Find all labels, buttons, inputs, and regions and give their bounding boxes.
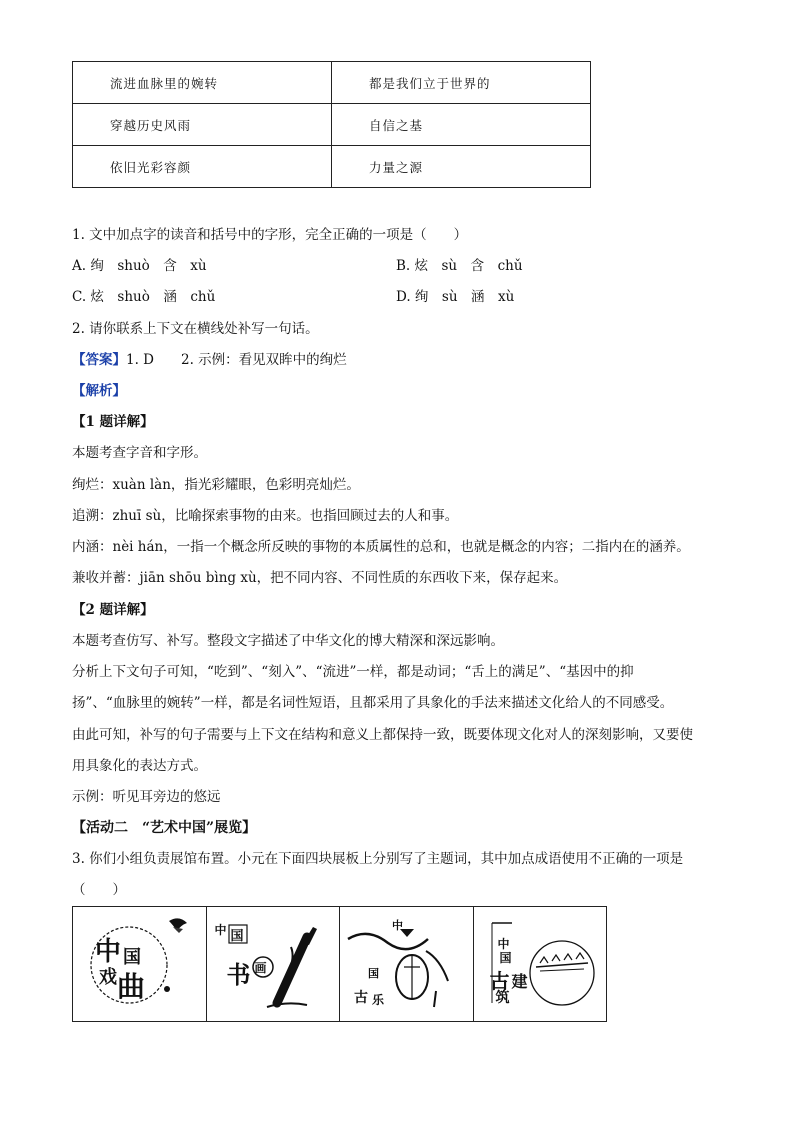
- analysis-paragraph: 由此可知，补写的句子需要与上下文在结构和意义上都保持一致，既要体现文化对人的深刻影响，又要使: [72, 727, 693, 743]
- architecture-illustration: [474, 907, 607, 1021]
- cell-text: 穿越历史风雨: [110, 118, 192, 133]
- panel-char: 国: [230, 929, 244, 944]
- analysis-paragraph: 追溯：zhuī sù，比喻探索事物的由来。也指回顾过去的人和事。: [72, 508, 459, 524]
- analysis-paragraph: 示例：听见耳旁边的悠远: [72, 789, 221, 805]
- exhibit-panel-calligraphy: [207, 907, 341, 1021]
- analysis-paragraph: 分析上下文句子可知，“吃到”、“刻入”、“流进”一样，都是动词；“舌上的满足”、“基因中的抑: [72, 664, 634, 680]
- cell-text: 都是我们立于世界的: [369, 76, 491, 91]
- table-cell: [332, 104, 591, 146]
- panel-char: 筑: [495, 990, 510, 1006]
- answer-tag: 【答案】: [72, 352, 126, 368]
- cell-text: 力量之源: [369, 160, 424, 175]
- panel-char: 中: [95, 937, 122, 967]
- question-1-stem: 1. 文中加点字的读音和括号中的字形，完全正确的一项是（ ）: [72, 227, 468, 243]
- panel-char: 古: [489, 969, 510, 993]
- panel-char: 画: [254, 961, 267, 975]
- panel-char: 中: [392, 919, 403, 932]
- panel-char: 国: [368, 967, 379, 980]
- activity-2-title: 【活动二 “艺术中国”展览】: [72, 820, 257, 836]
- cell-text: 流进血脉里的婉转: [110, 76, 219, 91]
- table-cell: [332, 146, 591, 188]
- panel-char: 戏: [99, 967, 117, 988]
- exhibit-panel-architecture: [474, 907, 607, 1021]
- cell-text: 依旧光彩容颜: [110, 160, 192, 175]
- table-cell: [73, 104, 332, 146]
- poem-table: [72, 61, 591, 188]
- analysis-tag: 【解析】: [72, 383, 126, 399]
- panel-char: 乐: [372, 993, 385, 1007]
- panel-char: 古: [354, 990, 368, 1006]
- table-row: [73, 104, 591, 146]
- table-cell: [73, 62, 332, 104]
- panel-char: 建: [511, 972, 528, 991]
- question-2-stem: 2. 请你联系上下文在横线处补写一句话。: [72, 321, 319, 337]
- option-b: B. 炫 sù 含 chǔ: [396, 258, 523, 274]
- panel-char: 书: [226, 960, 251, 989]
- panel-char: 曲: [117, 970, 146, 1003]
- exhibit-panel-music: [340, 907, 474, 1021]
- exhibit-panel-opera: [73, 907, 207, 1021]
- panel-char: 中: [497, 937, 510, 951]
- subheading-2: 【2 题详解】: [72, 602, 154, 618]
- analysis-paragraph: 内涵：nèi hán，一指一个概念所反映的事物的本质属性的总和，也就是概念的内容；二指内在的涵养。: [72, 539, 690, 555]
- question-3-stem-cont: （ ）: [72, 882, 126, 898]
- question-3-stem: 3. 你们小组负责展馆布置。小元在下面四块展板上分别写了主题词，其中加点成语使用不正确的一项是: [72, 851, 684, 867]
- option-c: C. 炫 shuò 涵 chǔ: [72, 289, 216, 305]
- answer-text: 1. D 2. 示例：看见双眸中的绚烂: [126, 352, 347, 368]
- panel-char: 国: [123, 947, 141, 968]
- cell-text: 自信之基: [369, 118, 424, 133]
- answer-line: [72, 351, 347, 369]
- analysis-paragraph: 用具象化的表达方式。: [72, 758, 207, 774]
- analysis-paragraph: 绚烂：xuàn làn，指光彩耀眼，色彩明亮灿烂。: [72, 477, 360, 493]
- panel-char: 中: [214, 923, 227, 937]
- analysis-paragraph: 本题考查字音和字形。: [72, 445, 207, 461]
- analysis-paragraph: 本题考查仿写、补写。整段文字描述了中华文化的博大精深和深远影响。: [72, 633, 504, 649]
- exhibit-panels: [72, 906, 607, 1022]
- table-cell: [73, 146, 332, 188]
- panel-char: 国: [499, 951, 512, 965]
- analysis-paragraph: 扬”、“血脉里的婉转”一样，都是名词性短语，且都采用了具象化的手法来描述文化给人的不同感受。: [72, 695, 674, 711]
- table-cell: [332, 62, 591, 104]
- subheading-1: 【1 题详解】: [72, 414, 154, 430]
- table-row: [73, 146, 591, 188]
- option-a: A. 绚 shuò 含 xù: [72, 258, 207, 274]
- option-d: D. 绚 sù 涵 xù: [396, 289, 515, 305]
- table-row: [73, 62, 591, 104]
- analysis-paragraph: 兼收并蓄：jiān shōu bìng xù，把不同内容、不同性质的东西收下来，保存起来。: [72, 570, 568, 586]
